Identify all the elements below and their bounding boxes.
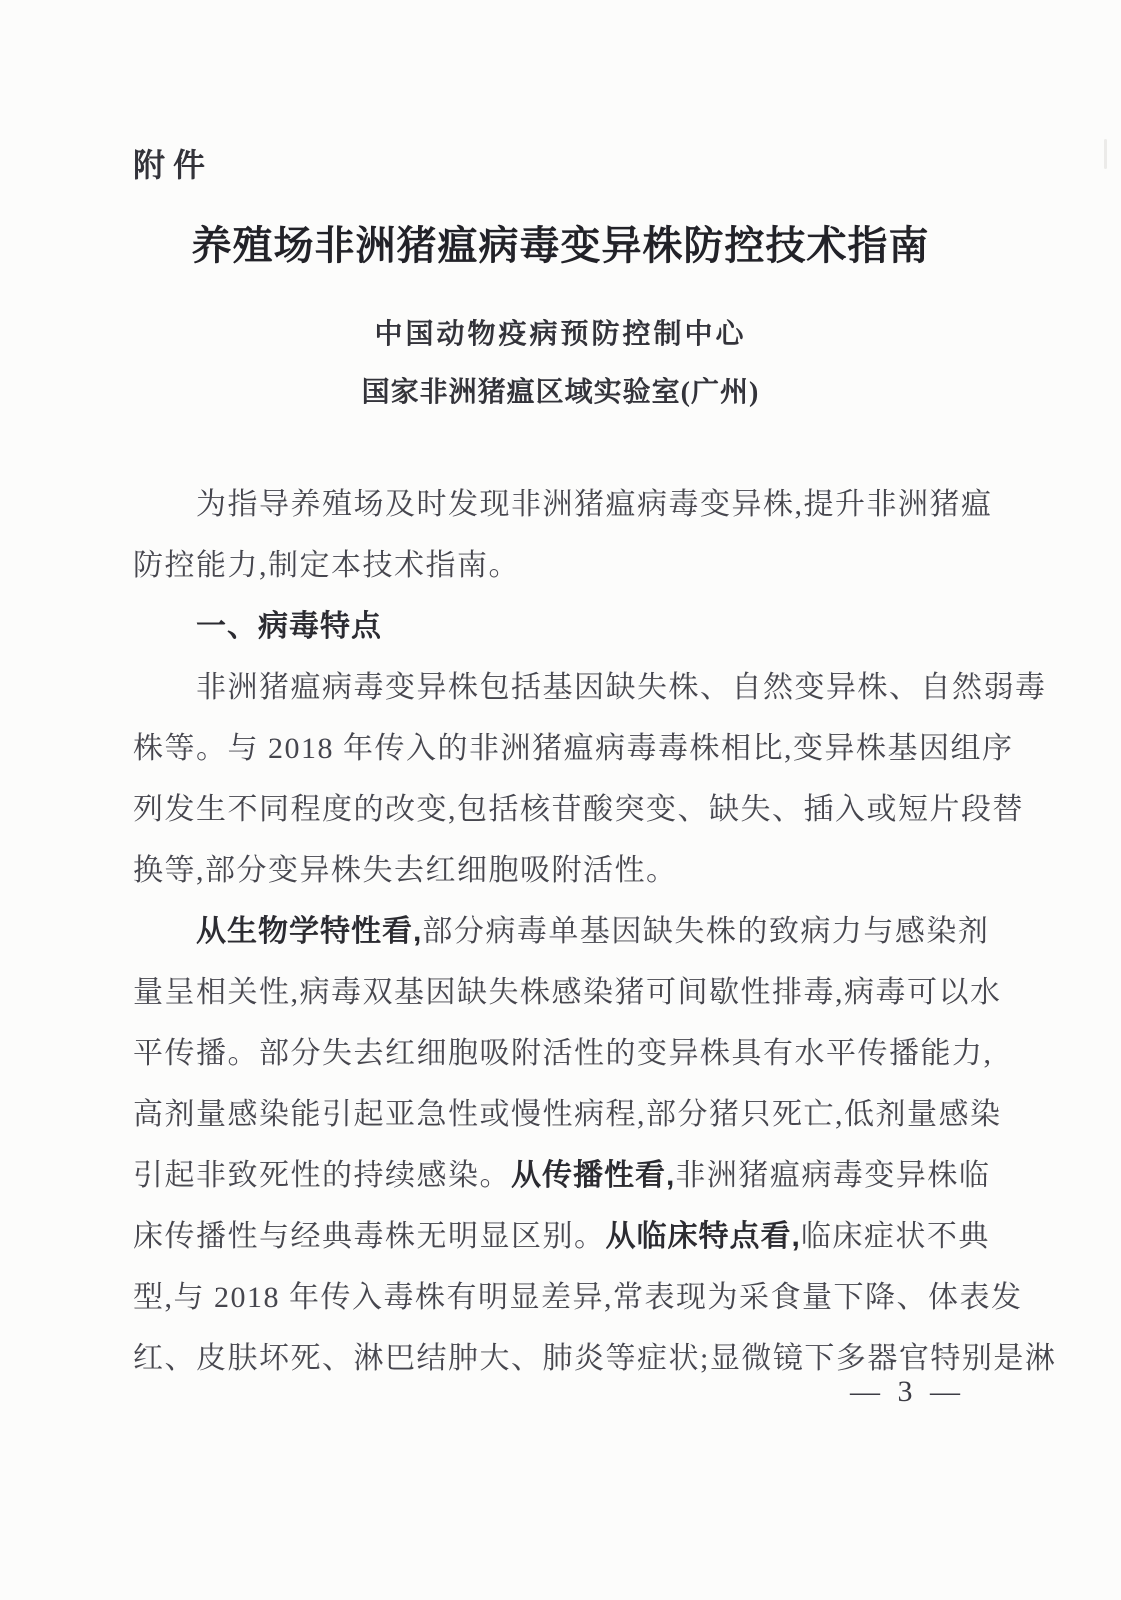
text-run: 防控能力,制定本技术指南。 — [133, 549, 520, 582]
text-run: 平传播。部分失去红细胞吸附活性的变异株具有水平传播能力, — [133, 1037, 993, 1070]
emphasis-text-run: 从临床特点看, — [605, 1220, 801, 1253]
text-run: 临床症状不典 — [800, 1220, 990, 1253]
body-line — [133, 1267, 1023, 1328]
scan-artifact-line — [1104, 139, 1107, 169]
page-number: — 3 — — [850, 1375, 965, 1408]
body-line — [133, 840, 993, 901]
text-run: 引起非致死性的持续感染。 — [133, 1159, 511, 1192]
text-run: 株等。与 2018 年传入的非洲猪瘟病毒毒株相比,变异株基因组序 — [133, 732, 1014, 765]
body-line — [133, 718, 1014, 779]
text-run: 换等,部分变异株失去红细胞吸附活性。 — [133, 854, 678, 887]
emphasis-text-run: 从传播性看, — [511, 1159, 676, 1192]
body-line — [133, 535, 993, 596]
text-run: 床传播性与经典毒株无明显区别。 — [133, 1220, 606, 1253]
text-run: 非洲猪瘟病毒变异株临 — [675, 1159, 991, 1192]
text-run: 型,与 2018 年传入毒株有明显差异,常表现为采食量下降、体表发 — [133, 1281, 1023, 1314]
text-run: 量呈相关性,病毒双基因缺失株感染猪可间歇性排毒,病毒可以水 — [133, 976, 1002, 1009]
body-line — [133, 1206, 993, 1267]
text-run: 高剂量感染能引起亚急性或慢性病程,部分猪只死亡,低剂量感染 — [133, 1098, 1002, 1131]
section-heading — [133, 596, 993, 657]
body-line — [133, 779, 1024, 840]
attachment-label: 附件 — [133, 147, 214, 183]
text-run: 红、皮肤坏死、淋巴结肿大、肺炎等症状;显微镜下多器官特别是淋 — [133, 1342, 1057, 1375]
text-run: 为指导养殖场及时发现非洲猪瘟病毒变异株,提升非洲猪瘟 — [196, 488, 993, 521]
text-run: 列发生不同程度的改变,包括核苷酸突变、缺失、插入或短片段替 — [133, 793, 1024, 826]
body-text — [133, 474, 1057, 1389]
emphasis-text-run: 一、病毒特点 — [196, 610, 382, 643]
body-line — [133, 1145, 993, 1206]
body-line — [133, 1023, 993, 1084]
body-line — [133, 962, 1002, 1023]
org-line-center: 中国动物疫病预防控制中心 — [374, 319, 747, 350]
body-line — [133, 1084, 1002, 1145]
text-run: 部分病毒单基因缺失株的致病力与感染剂 — [422, 915, 990, 948]
org-line-laboratory: 国家非洲猪瘟区域实验室(广州) — [361, 377, 760, 408]
body-line — [133, 901, 993, 962]
emphasis-text-run: 从生物学特性看, — [196, 915, 423, 948]
body-line — [133, 657, 1047, 718]
text-run: 非洲猪瘟病毒变异株包括基因缺失株、自然变异株、自然弱毒 — [196, 671, 1047, 704]
body-line — [133, 474, 993, 535]
document-title: 养殖场非洲猪瘟病毒变异株防控技术指南 — [191, 223, 930, 268]
